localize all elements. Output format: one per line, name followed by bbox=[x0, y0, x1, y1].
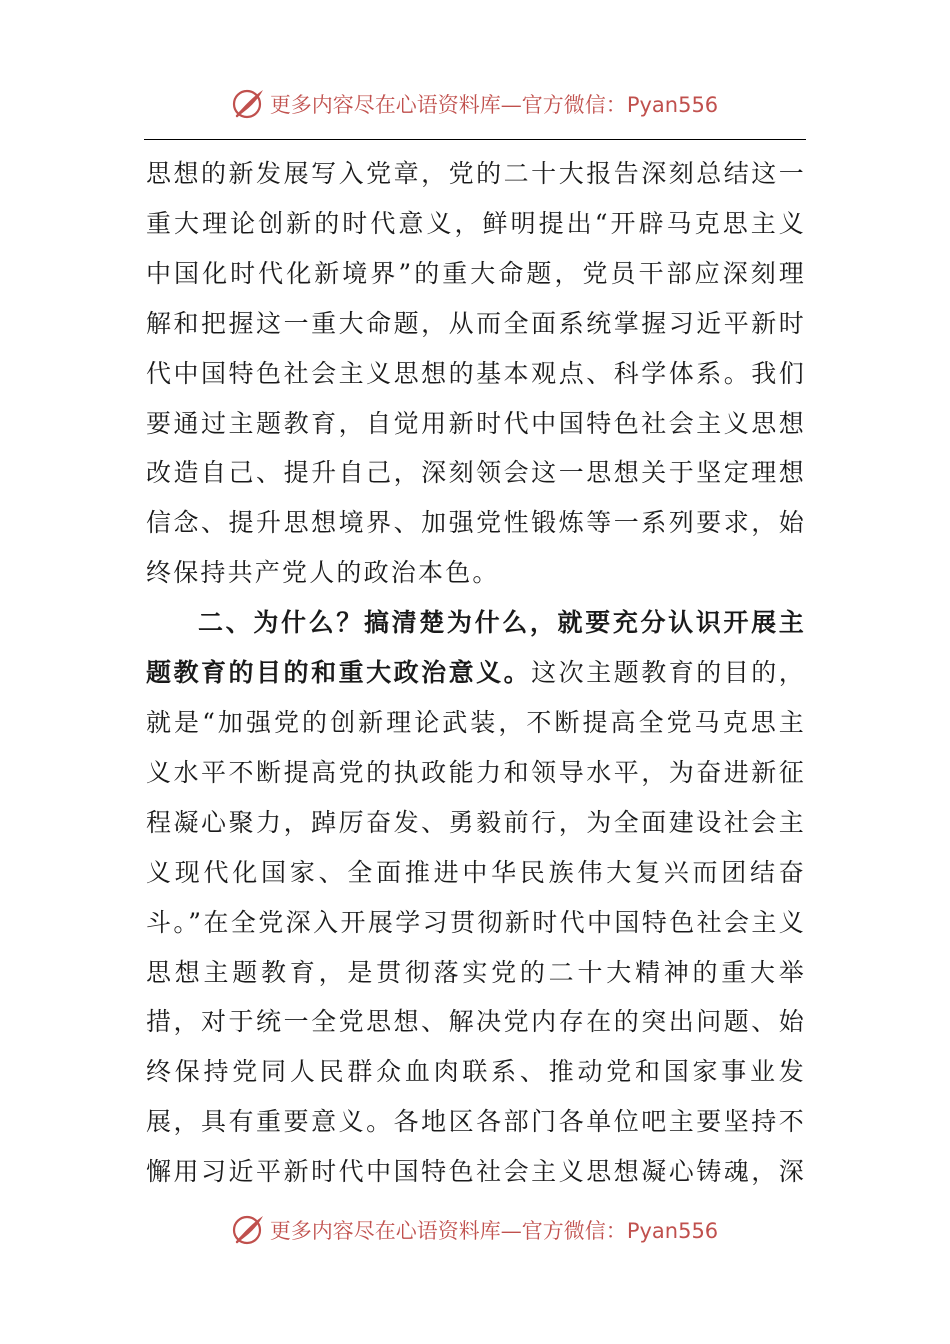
header-rule bbox=[144, 139, 806, 140]
footer-wechat-id: Pyan556 bbox=[626, 1219, 719, 1243]
footer-banner bbox=[0, 1210, 950, 1250]
header-banner bbox=[0, 84, 950, 124]
quill-logo-icon bbox=[232, 87, 266, 121]
header-wechat-id: Pyan556 bbox=[626, 93, 719, 117]
paragraph-1: 思想的新发展写入党章，党的二十大报告深刻总结这一重大理论创新的时代意义，鲜明提出“开辟马克思主义中国化时代化新境界”的重大命题，党员干部应深刻理解和把握这一重大命题，从而全面系统掌握习近平新时代中国特色社会主义思想的基本观点、科学体系。我们要通过主题教育，自觉用新时代中国特色社会主义思想改造自己、提升自己，深刻领会这一思想关于坚定理想信念、提升思想境界、加强党性锻炼等一系列要求，始终保持共产党人的政治本色。 bbox=[146, 159, 806, 588]
quill-logo-icon bbox=[232, 1213, 266, 1247]
header-banner-text bbox=[270, 89, 718, 119]
section-heading: 二、为什么？搞清楚为什么，就要充分认识开展主题教育的目的和重大政治意义。 bbox=[146, 608, 806, 688]
paragraph-2 bbox=[146, 598, 806, 1199]
footer-banner-label: 更多内容尽在心语资料库—官方微信： bbox=[269, 1219, 627, 1243]
header-banner-label: 更多内容尽在心语资料库—官方微信： bbox=[269, 93, 627, 117]
paragraph-2-body: 这次主题教育的目的，就是“加强党的创新理论武装，不断提高全党马克思主义水平不断提高党的执政能力和领导水平，为奋进新征程凝心聚力，踔厉奋发、勇毅前行，为全面建设社会主义现代化国家、全面推进中华民族伟大复兴而团结奋斗。”在全党深入开展学习贯彻新时代中国特色社会主义思想主题教育，是贯彻落实党的二十大精神的重大举措，对于统一全党思想、解决党内存在的突出问题、始终保持党同人民群众血肉联系、推动党和国家事业发展，具有重要意义。各地区各部门各单位吧主要坚持不懈用习近平新时代中国特色社会主义思想凝心铸魂，深 bbox=[146, 658, 806, 1187]
footer-banner-text bbox=[270, 1215, 718, 1245]
document-body bbox=[146, 149, 806, 1199]
